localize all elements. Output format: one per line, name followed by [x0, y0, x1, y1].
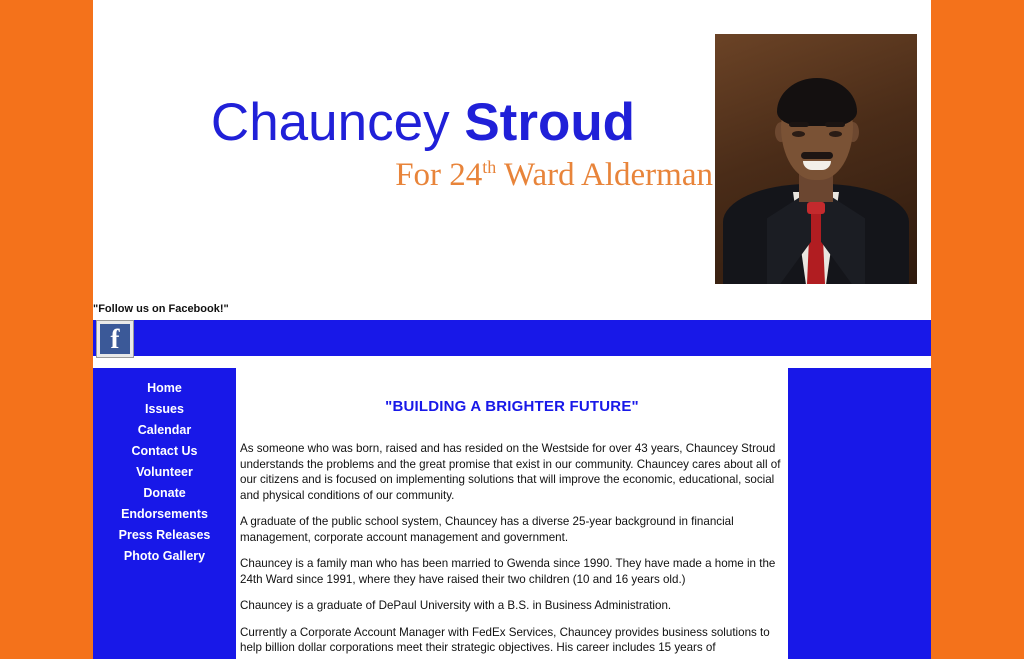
- sidebar-item-photo-gallery[interactable]: Photo Gallery: [123, 549, 206, 563]
- sidebar-item-endorsements[interactable]: Endorsements: [121, 507, 208, 521]
- portrait-eye-left: [792, 131, 805, 137]
- site-header: [93, 0, 931, 315]
- facebook-icon[interactable]: [96, 320, 134, 358]
- facebook-caption: "Follow us on Facebook!": [93, 303, 229, 315]
- biography-paragraph: Currently a Corporate Account Manager with FedEx Services, Chauncey provides business solutions to help billion dollar corporations meet their strategic objectives. His career includes 15 years of: [240, 625, 770, 654]
- site-logo: [123, 95, 723, 194]
- tagline-pre: For 24: [395, 157, 483, 193]
- portrait-tie-knot: [807, 202, 825, 214]
- facebook-icon-glyph: f: [100, 324, 130, 354]
- logo-name-line: [123, 95, 723, 151]
- candidate-portrait-photo: [715, 34, 917, 284]
- main-content: [236, 368, 788, 659]
- logo-first-name: Chauncey: [210, 93, 450, 152]
- tagline-superscript: th: [482, 157, 497, 177]
- portrait-mustache: [801, 152, 833, 159]
- sidebar-item-home[interactable]: Home: [147, 381, 182, 395]
- logo-last-name: Stroud: [464, 93, 636, 152]
- header-blue-divider: [93, 320, 931, 356]
- sidebar-item-issues[interactable]: Issues: [145, 402, 184, 416]
- sidebar-item-calendar[interactable]: Calendar: [137, 423, 192, 437]
- site-page: [93, 0, 931, 659]
- biography-paragraph: Chauncey is a graduate of DePaul University with a B.S. in Business Administration.: [240, 599, 672, 612]
- sidebar-navigation: [93, 368, 236, 659]
- right-sidebar-panel: [788, 368, 931, 659]
- sidebar-item-press-releases[interactable]: Press Releases: [118, 528, 211, 542]
- biography-paragraph: As someone who was born, raised and has resided on the Westside for over 43 years, Chauncey Stroud understands the problems and the great promise that exist in our community. Chauncey cares about all of our citizens and is focused on implementing solutions that will improve the economic, educational, social and physical conditions of our community.: [240, 442, 781, 502]
- sidebar-item-contact-us[interactable]: Contact Us: [131, 444, 198, 458]
- portrait-eyebrow-left: [789, 122, 809, 127]
- portrait-eye-right: [829, 131, 842, 137]
- page-title: "BUILDING A BRIGHTER FUTURE": [385, 398, 639, 415]
- tagline-post: Ward Alderman: [496, 157, 713, 193]
- biography-paragraph: Chauncey is a family man who has been married to Gwenda since 1990. They have made a home in the 24th Ward since 1991, where they have raised their two children (10 and 16 years old.): [240, 557, 776, 586]
- sidebar-item-volunteer[interactable]: Volunteer: [136, 465, 193, 479]
- content-area: [93, 368, 931, 659]
- portrait-eyebrow-right: [825, 122, 845, 127]
- biography-paragraph: A graduate of the public school system, Chauncey has a diverse 25-year background in financial management, corporate account management and government.: [240, 515, 734, 544]
- sidebar-item-donate[interactable]: Donate: [143, 486, 186, 500]
- portrait-hair: [777, 78, 857, 126]
- logo-tagline: [123, 157, 723, 194]
- biography-text: [236, 441, 788, 656]
